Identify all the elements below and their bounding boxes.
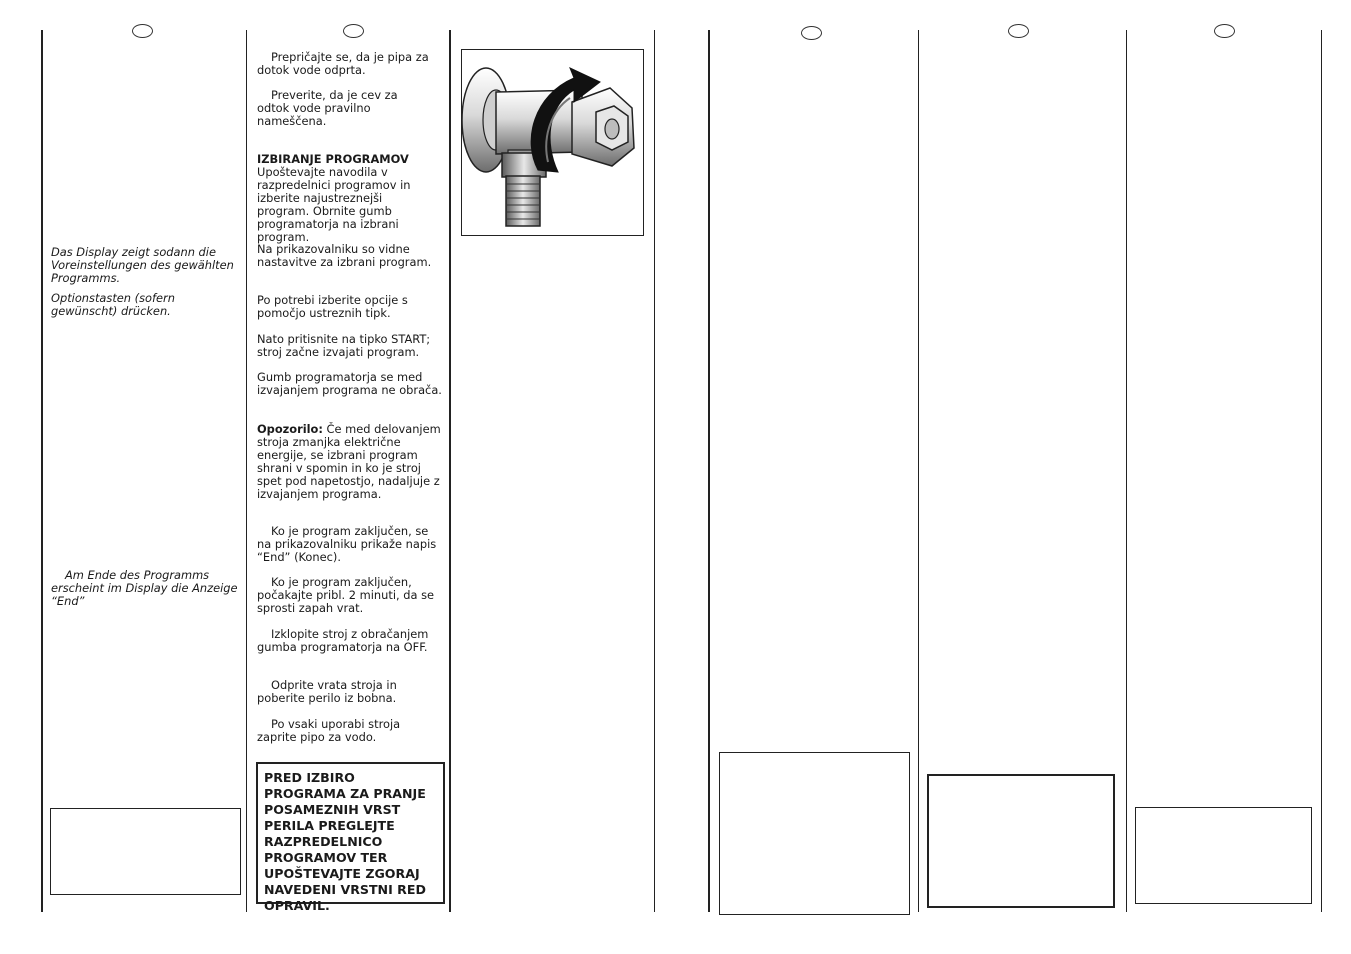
column-divider (41, 30, 43, 912)
column-divider (654, 30, 655, 912)
empty-notice-box (50, 808, 241, 895)
warning-paragraph (257, 423, 445, 500)
drain-hose-text: Preverite, da je cev za odtok vode pravilno nameščena. (257, 88, 398, 128)
door-lock-text: Ko je program zaključen, počakajte pribl. 2 minuti, da se sprosti zapah vrat. (257, 575, 435, 615)
warning-label: Opozorilo: (257, 422, 323, 436)
empty-notice-box (927, 774, 1115, 908)
german-display-text: Das Display zeigt sodann die Voreinstellungen des gewählten Programms. (51, 245, 234, 285)
options-text: Po potrebi izberite opcije s pomočjo ustreznih tipk. (257, 293, 408, 320)
german-end-text: Am Ende des Programms erscheint im Display die Anzeige “End” (51, 568, 238, 608)
language-marker-oval (801, 26, 822, 40)
language-marker-oval (132, 24, 153, 38)
column-divider (1126, 30, 1127, 912)
close-tap-text: Po vsaki uporabi stroja zaprite pipo za vodo. (257, 717, 401, 744)
column-divider (1321, 30, 1322, 912)
section-heading: IZBIRANJE PROGRAMOV (257, 152, 409, 166)
notice-box (256, 762, 445, 913)
water-tap-icon (462, 50, 643, 235)
tap-open-text: Prepričajte se, da je pipa za dotok vode odprta. (257, 50, 429, 77)
column-divider (918, 30, 919, 912)
program-end-text: Ko je program zaključen, se na prikazovalniku prikaže napis “End” (Konec). (257, 524, 437, 564)
empty-notice-box (1135, 807, 1312, 904)
german-option-text: Optionstasten (sofern gewünscht) drücken. (51, 291, 175, 318)
column-divider (246, 30, 247, 912)
language-marker-oval (1214, 24, 1235, 38)
display-settings-text: Na prikazovalniku so vidne nastavitve za izbrani program. (257, 242, 432, 269)
column-divider (708, 30, 710, 912)
open-door-text: Odprite vrata stroja in poberite perilo iz bobna. (257, 678, 397, 705)
warning-text: Če med delovanjem stroja zmanjka električne energije, se izbrani program shrani v spomin in ko je stroj spet pod napetostjo, nadaljuje z izvajanjem programa. (257, 422, 441, 501)
start-text: Nato pritisnite na tipko START; stroj začne izvajati program. (257, 332, 431, 359)
empty-notice-box (719, 752, 910, 915)
program-select-text: Upoštevajte navodila v razpredelnici programov in izberite najustreznejši program. Obrnite gumb programatorja na izbrani program. (257, 165, 411, 244)
switch-off-text: Izklopite stroj z obračanjem gumba programatorja na OFF. (257, 627, 429, 654)
notice-text: PRED IZBIRO PROGRAMA ZA PRANJE POSAMEZNIH VRST PERILA PREGLEJTE RAZPREDELNICO PROGRAMOV TER UPOŠTEVAJTE ZGORAJ NAVEDENI VRSTNI RED OPRAVIL. (264, 770, 426, 913)
language-marker-oval (343, 24, 364, 38)
language-marker-oval (1008, 24, 1029, 38)
knob-text: Gumb programatorja se med izvajanjem programa ne obrača. (257, 370, 442, 397)
column-divider (449, 30, 451, 912)
tap-illustration-frame (461, 49, 644, 236)
